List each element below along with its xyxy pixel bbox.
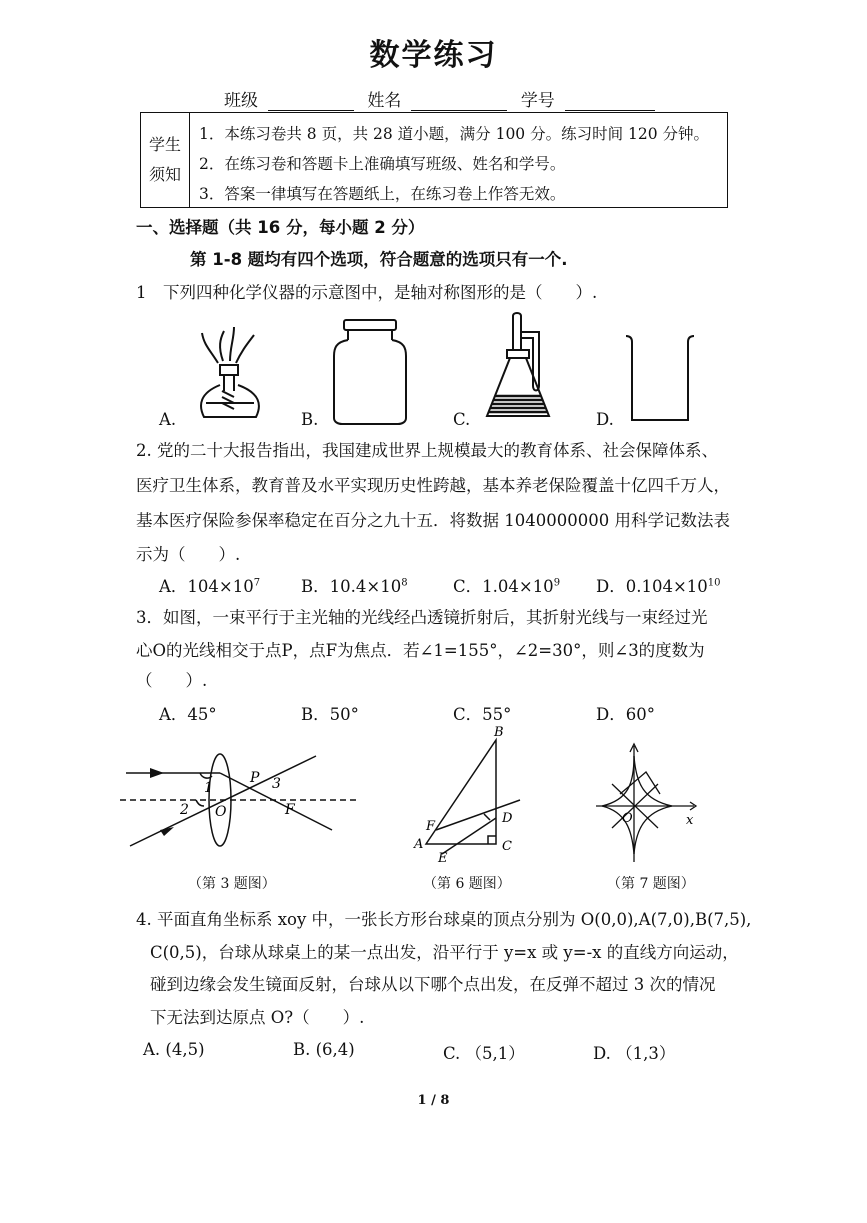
flask-figure [483, 312, 563, 424]
notice-item: 1．本练习卷共 8 页，共 28 道小题，满分 100 分。练习时间 120 分钟。 [199, 125, 710, 143]
q3-option-b[interactable]: B．50° [301, 705, 359, 724]
question-4-line: 下无法到达原点 O?（ ）. [150, 1008, 365, 1027]
figure-6-triangle [412, 722, 532, 867]
page-title: 数学练习 [369, 38, 498, 73]
q2-option-b[interactable]: B．$10.4\times 10^8$ [301, 577, 408, 596]
q1-option-d[interactable]: D. [596, 410, 614, 429]
fig7-label-o: O [622, 811, 633, 826]
class-field[interactable] [268, 94, 354, 111]
question-2-line: 医疗卫生体系，教育普及水平实现历史性跨越，基本养老保险覆盖十亿四千万人， [136, 476, 730, 495]
q3-option-d[interactable]: D．60° [596, 705, 655, 724]
section-heading: 一、选择题（共 16 分，每小题 2 分） [136, 218, 425, 237]
question-3-line: 3．如图，一束平行于主光轴的光线经凸透镜折射后，其折射光线与一束经过光 [136, 608, 708, 627]
section-instruction: 第 1-8 题均有四个选项，符合题意的选项只有一个. [190, 250, 568, 269]
fig3-label-3: 3 [272, 776, 281, 792]
question-4-line: 4. 平面直角坐标系 xoy 中，一张长方形台球桌的顶点分别为 O(0,0),A(7,0),B(7,5), [136, 910, 752, 929]
q1-option-b[interactable]: B. [301, 410, 319, 429]
question-2-line: 2. 党的二十大报告指出，我国建成世界上规模最大的教育体系、社会保障体系、 [136, 441, 718, 460]
figure-3-caption: （第 3 题图） [188, 876, 276, 892]
question-2-line: 示为（ ）. [136, 545, 241, 564]
figure-3-lens [120, 748, 365, 858]
fig3-label-f: F [285, 802, 295, 818]
fig3-label-1: 1 [204, 780, 213, 796]
fig3-label-p: P [250, 770, 260, 786]
q4-option-b[interactable]: B. (6,4) [293, 1040, 355, 1059]
notice-box [140, 112, 728, 208]
figure-7-curves [592, 742, 702, 864]
question-1-stem: 1 下列四种化学仪器的示意图中，是轴对称图形的是（ ）. [136, 283, 598, 302]
question-3-line: （ ）. [136, 671, 208, 690]
fig6-label-c: C [502, 839, 512, 854]
question-2-line: 基本医疗保险参保率稳定在百分之九十五．将数据 1040000000 用科学记数法表 [136, 511, 730, 530]
name-label: 姓名 [367, 91, 402, 111]
question-4-line: 碰到边缘会发生镜面反射，台球从以下哪个点出发，在反弹不超过 3 次的情况 [150, 975, 716, 994]
page-number: 1 / 8 [417, 1093, 450, 1108]
q4-option-a[interactable]: A. (4,5) [143, 1040, 205, 1059]
fig3-label-2: 2 [180, 802, 189, 818]
fig6-label-f: F [426, 819, 436, 834]
id-label: 学号 [520, 91, 555, 111]
question-3-line: 心O的光线相交于点P，点F为焦点．若∠1=155°，∠2=30°，则∠3的度数为 [136, 641, 705, 660]
name-field[interactable] [411, 94, 507, 111]
student-info-line [224, 86, 663, 111]
q2-option-c[interactable]: C．$1.04\times 10^9$ [453, 577, 561, 596]
question-4-line: C(0,5)，台球从球桌上的某一点出发，沿平行于 y=x 或 y=-x 的直线方向运动， [150, 943, 739, 962]
fig6-label-d: D [502, 811, 513, 826]
q3-option-c[interactable]: C．55° [453, 705, 512, 724]
q3-option-a[interactable]: A．45° [159, 705, 217, 724]
class-label: 班级 [224, 91, 258, 111]
q2-option-a[interactable]: A．$104\times 10^7$ [159, 577, 261, 596]
q1-option-c[interactable]: C. [453, 410, 471, 429]
q2-option-d[interactable]: D．$0.104\times 10^{10}$ [596, 577, 721, 596]
reagent-bottle-figure [330, 318, 410, 426]
id-field[interactable] [565, 94, 655, 111]
fig6-label-a: A [414, 837, 424, 852]
q1-option-a[interactable]: A. [159, 410, 177, 429]
notice-item: 2．在练习卷和答题卡上准确填写班级、姓名和学号。 [199, 155, 566, 173]
fig6-label-b: B [494, 725, 504, 740]
figure-7-caption: （第 7 题图） [607, 876, 695, 892]
q4-option-c[interactable]: C. （5,1） [443, 1044, 525, 1063]
alcohol-lamp-figure [190, 325, 270, 425]
notice-item: 3．答案一律填写在答题纸上，在练习卷上作答无效。 [199, 185, 566, 203]
notice-label: 学生 须知 [141, 113, 190, 207]
figure-6-caption: （第 6 题图） [423, 876, 511, 892]
fig3-label-o: O [215, 804, 227, 820]
fig7-label-x: x [686, 813, 694, 828]
fig6-label-e: E [438, 851, 448, 866]
beaker-figure [624, 334, 696, 426]
q4-option-d[interactable]: D. （1,3） [593, 1044, 676, 1063]
